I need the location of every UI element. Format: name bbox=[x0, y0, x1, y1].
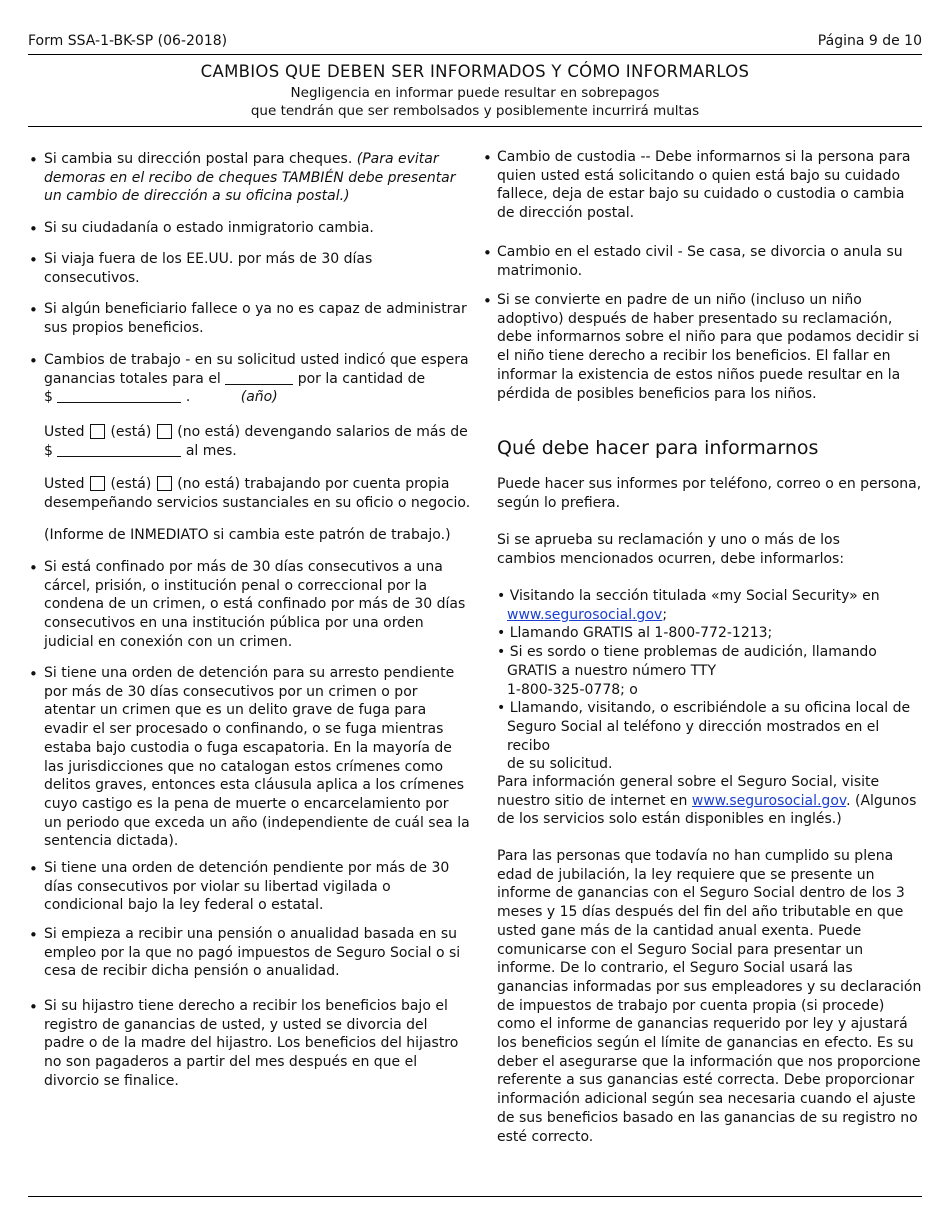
report-immediately-note: (Informe de INMEDIATO si cambia este patrón de trabajo.) bbox=[44, 527, 451, 543]
subtitle-line-2: que tendrán que ser rembolsados y posiblemente incurrirá multas bbox=[250, 103, 700, 119]
right-bullet-marital: Cambio en el estado civil - Se casa, se divorcia o anula su matrimonio. bbox=[497, 244, 903, 279]
bullet-icon: • bbox=[29, 251, 38, 269]
footer-rule bbox=[28, 1196, 922, 1197]
general-info-paragraph: Para información general sobre el Seguro Social, visite nuestro sitio de internet en www.segurosocial.gov. (Algunos de los servicios solo están disponibles en inglés.) bbox=[497, 774, 917, 828]
work-changes-line-1: Cambios de trabajo - en su solicitud usted indicó que espera bbox=[44, 352, 469, 368]
wages-question: Usted (está) (no está) devengando salarios de más de $ al mes. bbox=[44, 424, 468, 459]
work-changes-line-2: ganancias totales para el por la cantidad de bbox=[44, 370, 426, 387]
bullet-icon: • bbox=[29, 352, 38, 370]
amount-input[interactable] bbox=[57, 388, 181, 403]
left-bullet-7: Si tiene una orden de detención para su arresto pendiente por más de 30 días consecutivos por un crimen o por atentar un crimen que es un delito grave de fuga para evadir el ser procesado o confinando, o se fuga mientras estaba bajo custodia o fuga escapatoria. En la mayoría de las jurisdicciones que no catalogan estos crímenes como delitos graves, entonces esta cláusula aplica a los crímenes cuyo castigo es la pena de muerte o encarcelamiento por un periodo que exceda un año (independiente de cuál sea la sentencia dictada). bbox=[44, 665, 470, 850]
left-bullet-work-changes bbox=[44, 351, 469, 407]
bullet-icon: • bbox=[29, 301, 38, 319]
work-changes-line-3: $ . (año) bbox=[44, 389, 278, 406]
bullet-icon: • bbox=[483, 149, 492, 167]
wages-esta-checkbox[interactable] bbox=[90, 424, 105, 439]
address-change-note: (Para evitar demoras en el recibo de cheques TAMBIÉN debe presentar un cambio de dirección a su oficina postal.) bbox=[44, 151, 456, 205]
self-employment-question: Usted (está) (no está) trabajando por cuenta propia desempeñando servicios sustanciales en su oficio o negocio. bbox=[44, 476, 471, 511]
bullet-icon: • bbox=[29, 151, 38, 169]
left-bullet-4: Si algún beneficiario fallece o ya no es capaz de administrar sus propios beneficios. bbox=[44, 301, 467, 336]
bullet-icon: • bbox=[29, 220, 38, 238]
form-id: Form SSA-1-BK-SP (06-2018) bbox=[28, 33, 228, 49]
left-bullet-3: Si viaja fuera de los EE.UU. por más de 30 días consecutivos. bbox=[44, 251, 373, 286]
contact-list: • Visitando la sección titulada «my Social Security» en www.segurosocial.gov; • Llamando GRATIS al 1-800-772-1213; • Si es sordo o tiene problemas de audición, llamando GRATIS a nuestro número TTY 1-800-325-0778; o • Llamando, visitando, o escribiéndole a su oficina local de Seguro Social al teléfono y dirección mostrados en el recibo de su solicitud. bbox=[497, 587, 922, 774]
left-bullet-10: Si su hijastro tiene derecho a recibir los beneficios bajo el registro de ganancias de usted, y usted se divorcia del padre o de la madre del hijastro. Los beneficios del hijastro no son pagaderos a partir del mes después en que el divorcio se finalice. bbox=[44, 998, 459, 1089]
right-bullet-custody: Cambio de custodia -- Debe informarnos si la persona para quien usted está solicitando o quien está bajo su cuidado fallece, deja de estar bajo su cuidado o custodia o cambia de dirección postal. bbox=[497, 149, 911, 222]
year-label: (año) bbox=[240, 389, 278, 406]
left-bullet-9: Si empieza a recibir una pensión o anualidad basada en su empleo por la que no pagó impuestos de Seguro Social o si cesa de recibir dicha pensión o anualidad. bbox=[44, 926, 461, 980]
left-bullet-1 bbox=[44, 150, 462, 206]
list-item: • Llamando GRATIS al 1-800-772-1213; bbox=[497, 625, 773, 642]
header-rule bbox=[28, 54, 922, 55]
address-change-text: Si cambia su dirección postal para cheques. bbox=[44, 151, 353, 167]
report-if-approved-paragraph: Si se aprueba su reclamación y uno o más de los cambios mencionados ocurren, debe informarlos: bbox=[497, 532, 845, 567]
bullet-icon: • bbox=[29, 665, 38, 683]
earnings-report-paragraph: Para las personas que todavía no han cumplido su plena edad de jubilación, la ley requiere que se presente un informe de ganancias con el Seguro Social dentro de los 3 meses y 15 días después del fin del año tributable en que usted gane más de la cantidad anual exenta. Puede comunicarse con el Seguro Social para presentar un informe. De lo contrario, el Seguro Social usará las ganancias informadas por sus empleadores y su declaración de impuestos de trabajo por cuenta propia (si procede) como el informe de ganancias requerido por ley y ajustará los beneficios según el límite de ganancias en efecto. Es su deber el asegurarse que la información que nos proporcione referente a sus ganancias esté correcta. Debe proporcionar información adicional según sea necesaria cuando el ajuste de sus beneficios basado en las ganancias de su registro no esté correcto. bbox=[497, 848, 922, 1145]
segurosocial-link[interactable]: www.segurosocial.gov bbox=[507, 606, 663, 623]
self-employed-esta-checkbox[interactable] bbox=[90, 476, 105, 491]
bullet-icon: • bbox=[483, 244, 492, 262]
subtitle-line-1: Negligencia en informar puede resultar en sobrepagos bbox=[290, 85, 660, 101]
list-item: • Llamando, visitando, o escribiéndole a su oficina local de bbox=[497, 700, 911, 717]
page-number: Página 9 de 10 bbox=[817, 33, 922, 49]
left-bullet-2: Si su ciudadanía o estado inmigratorio cambia. bbox=[44, 220, 374, 236]
bullet-icon: • bbox=[29, 998, 38, 1016]
bullet-icon: • bbox=[29, 860, 38, 878]
right-bullet-child: Si se convierte en padre de un niño (incluso un niño adoptivo) después de haber presentado su reclamación, debe informarnos sobre el niño para que podamos decidir si el niño tiene derecho a recibir los beneficios. El fallar en informar la existencia de estos niños puede resultar en la pérdida de posibles beneficios para los niños. bbox=[497, 292, 920, 402]
bullet-icon: • bbox=[29, 559, 38, 577]
bullet-icon: • bbox=[29, 926, 38, 944]
year-input[interactable] bbox=[225, 370, 293, 385]
page-title: CAMBIOS QUE DEBEN SER INFORMADOS Y CÓMO INFORMARLOS bbox=[200, 62, 750, 81]
title-rule bbox=[28, 126, 922, 127]
list-item: • Visitando la sección titulada «my Social Security» en bbox=[497, 588, 880, 604]
bullet-icon: • bbox=[483, 292, 492, 310]
list-item: • Si es sordo o tiene problemas de audición, llamando bbox=[497, 644, 877, 661]
wages-no-esta-checkbox[interactable] bbox=[157, 424, 172, 439]
report-methods-paragraph: Puede hacer sus informes por teléfono, correo o en persona, según lo prefiera. bbox=[497, 476, 922, 511]
segurosocial-link-2[interactable]: www.segurosocial.gov bbox=[691, 792, 847, 809]
left-bullet-6: Si está confinado por más de 30 días consecutivos a una cárcel, prisión, o institución penal o correccional por la condena de un crimen, o está confinado por más de 30 días consecutivos en una institución pública por una orden judicial en conexión con un crimen. bbox=[44, 559, 466, 650]
left-bullet-8: Si tiene una orden de detención pendiente por más de 30 días consecutivos por violar su libertad vigilada o condicional bajo la ley federal o estatal. bbox=[44, 860, 450, 914]
monthly-wages-input[interactable] bbox=[57, 442, 181, 457]
self-employed-no-esta-checkbox[interactable] bbox=[157, 476, 172, 491]
section-heading: Qué debe hacer para informarnos bbox=[497, 437, 819, 459]
